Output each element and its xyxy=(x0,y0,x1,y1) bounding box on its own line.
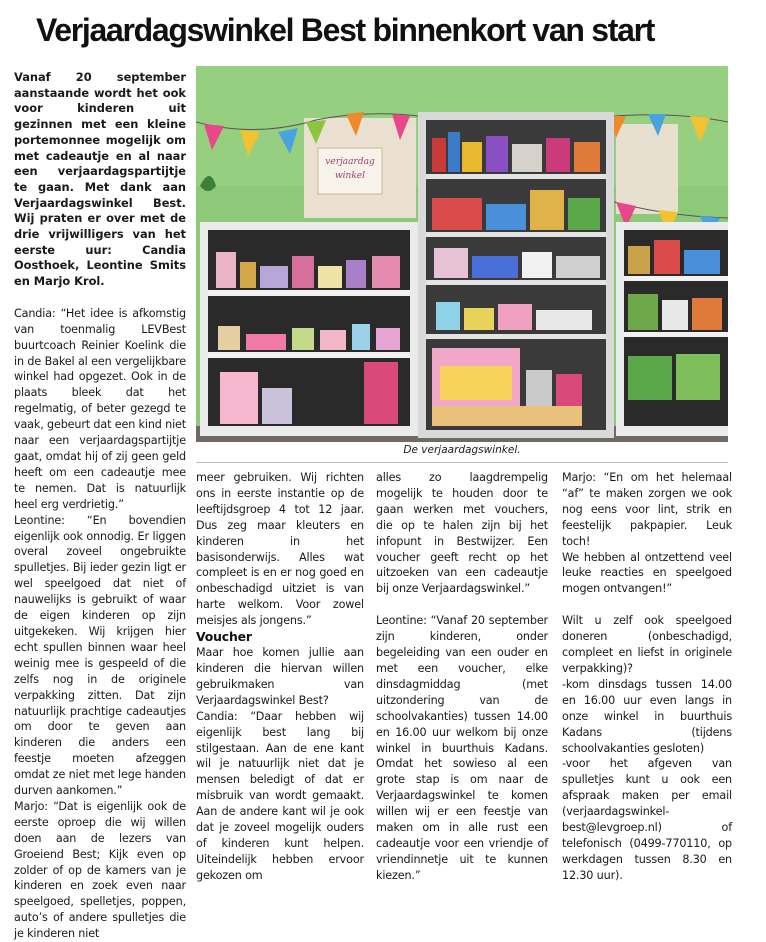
column-4 xyxy=(562,470,732,884)
headline: Verjaardagswinkel Best binnenkort van start xyxy=(36,12,655,48)
paragraph: Leontine: “En bovendien eigenlijk ook onnodig. Er liggen overal zoveel ongebruikte spulletjes. Bij ieder gezin ligt er wel speelgoed dat niet of nauwelijks is gebruikt of waar de eigen kinderen op zijn uitgekeken. Wij krijgen hier echt spullen binnen waar heel weinig mee is gespeeld of die zelfs nog in de originele verpakking zitten. Dat zijn natuurlijk prachtige cadeautjes om door te geven aan kinderen die anders een feestje moeten afzeggen omdat ze niet met lege handen durven aankomen.” xyxy=(14,513,186,798)
paragraph: alles zo laagdrempelig mogelijk te houden door te gaan werken met vouchers, die op te halen zijn bij het infopunt in Bestwijzer. Een voucher geeft recht op het uitzoeken van een cadeautje bij onze Verjaardagswinkel.” xyxy=(376,471,548,596)
paragraph: Wilt u zelf ook speelgoed doneren (onbeschadigd, compleet en liefst in originele verpakking)? xyxy=(562,614,732,675)
paragraph: Marjo: “Dat is eigenlijk ook de eerste oproep die wij willen doen aan de lezers van Groeiend Best; Kijk even op zolder of op de kamers van je kinderen en zoek even naar speelgoed, spelletjes, poppen, auto’s of andere spulletjes die je kinderen niet xyxy=(14,799,186,941)
paragraph: We hebben al ontzettend veel leuke reacties en speelgoed mogen ontvangen!” xyxy=(562,550,732,596)
paragraph: Candia: “Het idee is afkomstig van toenmalig LEVBest buurtcoach Reinier Koelink die in de Bakel al een vergelijkbare winkel had opgezet. Ook in de plaats bleek dat het regelmatig, of beter gezegd te vaak, gebeurt dat een kind niet naar een verjaardagspartijtje gaat, omdat hij of zij geen geld heeft om een cadeautje mee te nemen. Dat is natuurlijk heel erg verdrietig.” xyxy=(14,306,186,511)
paragraph: Candia: “Daar hebben wij eigenlijk best lang bij stilgestaan. Aan de ene kant wil je natuurlijk niet dat je mensen beledigt of dat er misbruik van wordt gemaakt. Aan de andere kant wil je ook dat je zoveel mogelijk ouders of kinderen kunt helpen. Uiteindelijk hebben ervoor gekozen om xyxy=(196,709,364,882)
section-heading-voucher: Voucher xyxy=(196,629,252,645)
column-1 xyxy=(14,70,186,942)
sign-text-2: winkel xyxy=(334,171,366,181)
paragraph: Leontine: “Vanaf 20 september zijn kinderen, onder begeleiding van een ouder en met een voucher, elke dinsdagmiddag (met uitzondering van de schoolvakanties) tussen 14.00 en 16.00 uur welkom bij onze winkel in buurthuis Kadans. Omdat het sowieso al een grote stap is om naar de Verjaardagswinkel te komen willen wij er een feestje van maken om in alle rust een cadeautje voor een vriendje of vriendinnetje uit te kunnen kiezen.” xyxy=(376,614,548,882)
paragraph: meer gebruiken. Wij richten ons in eerste instantie op de leeftijdsgroep 4 tot 12 jaar. Dus zeg maar kleuters en kinderen in het basisonderwijs. Alles wat compleet is en er nog goed en onbeschadigd uitziet is van harte welkom. Voor zowel meisjes als jongens.” xyxy=(196,471,364,628)
column-3 xyxy=(376,470,548,884)
middle-cabinet xyxy=(418,112,614,438)
sign-text-1: verjaardag xyxy=(325,157,375,167)
paragraph: Marjo: “En om het helemaal “af” te maken zorgen we ook nog eens voor lint, strik en feestelijk pakpapier. Leuk toch! xyxy=(562,471,732,548)
caption-divider xyxy=(196,462,728,463)
lead-paragraph: Vanaf 20 september aanstaande wordt het ook voor kinderen uit gezinnen met een kleine portemonnee mogelijk om met cadeautje en al naar een verjaardagspartijtje te gaan. Met dank aan Verjaardagswinkel Best. Wij praten er over met de drie vrijwilligers van het eerste uur: Candia Oosthoek, Leontine Smits en Marjo Krol. xyxy=(14,70,186,289)
paragraph: -voor het afgeven van spulletjes kunt u ook een afspraak maken per email (verjaardagswinkel-best@levgroep.nl) of telefonisch (0499-770110, op werkdagen tussen 8.30 en 12.30 uur). xyxy=(562,757,732,882)
paragraph: Maar hoe komen jullie aan kinderen die hiervan willen gebruikmaken van Verjaardagswinkel Best? xyxy=(196,646,364,707)
paragraph: -kom dinsdags tussen 14.00 en 16.00 uur even langs in onze winkel in buurthuis Kadans (tijdens schoolvakanties gesloten) xyxy=(562,677,732,755)
shop-photo xyxy=(196,66,728,442)
sign-image xyxy=(318,148,382,194)
photo-caption: De verjaardagswinkel. xyxy=(403,444,521,456)
right-bookcase xyxy=(616,222,728,436)
left-bookcase xyxy=(200,222,418,436)
column-2 xyxy=(196,470,364,884)
